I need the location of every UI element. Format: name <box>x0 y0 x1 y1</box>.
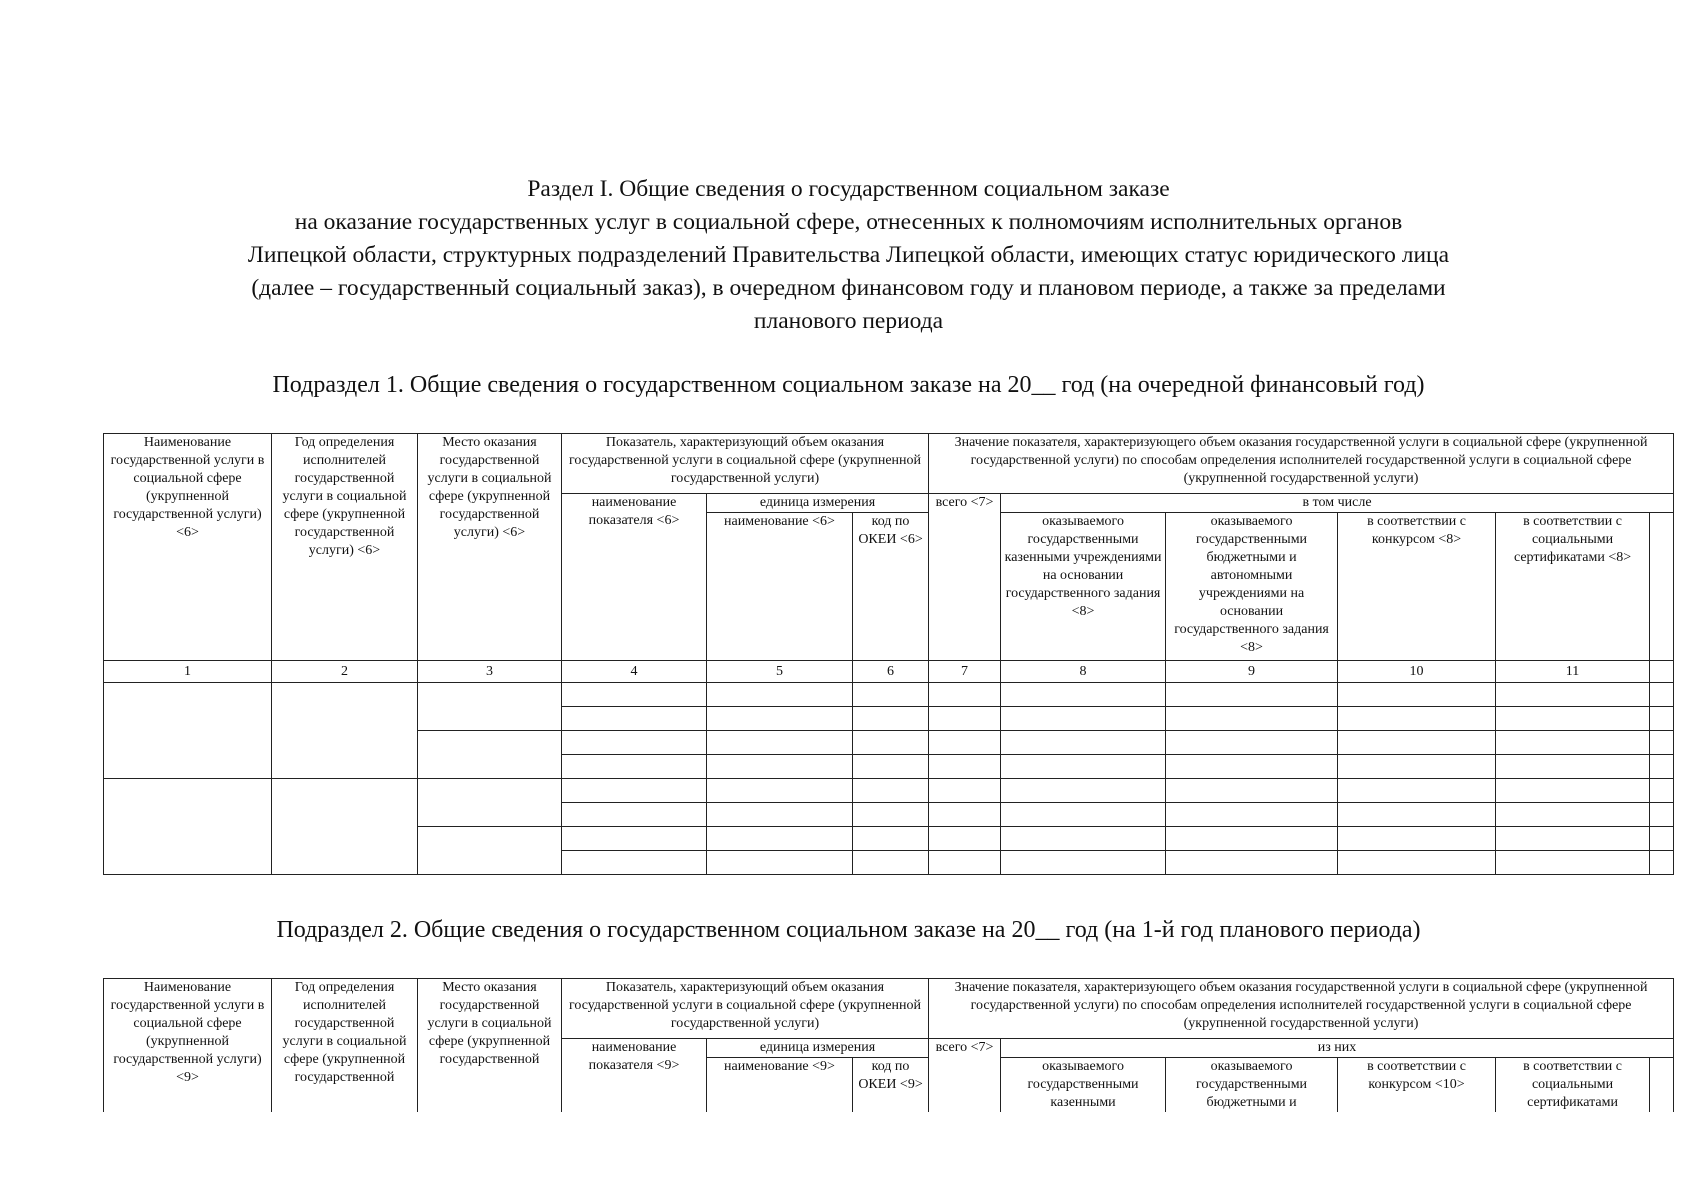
subsection-2-title: Подраздел 2. Общие сведения о государственном социальном заказе на 20__ год (на 1-й год планового периода) <box>276 917 1421 943</box>
column-number: 6 <box>853 661 929 683</box>
header-place: Место оказания государственной услуги в социальной сфере (укрупненной государственной услуги) <6> <box>418 434 562 661</box>
header-service-name: Наименование государственной услуги в социальной сфере (укрупненной государственной услуги) <6> <box>104 434 272 661</box>
header-state-owned: оказываемого государственными казенными учреждениями на основании государственного задания <8> <box>1001 513 1166 661</box>
column-number: 10 <box>1338 661 1496 683</box>
header-unit-name: наименование <9> <box>707 1058 853 1113</box>
header-unit-code: код по ОКЕИ <6> <box>853 513 929 661</box>
header-competition: в соответствии с конкурсом <8> <box>1338 513 1496 661</box>
column-number: 3 <box>418 661 562 683</box>
section-title-line: Липецкой области, структурных подразделений Правительства Липецкой области, имеющих статус юридического лица <box>247 242 1450 268</box>
header-unit-name: наименование <6> <box>707 513 853 661</box>
header-value-group: Значение показателя, характеризующего объем оказания государственной услуги в социальной сфере (укрупненной государственной услуги) по способам определения исполнителей государственной услуги в социальной сфере (укрупненной государственной услуги) <box>929 979 1674 1039</box>
section-title-line: планового периода <box>753 308 944 334</box>
header-certificates: в соответствии с социальными сертификатами <8> <box>1496 513 1650 661</box>
section-title-line: Раздел I. Общие сведения о государственном социальном заказе <box>527 176 1170 202</box>
header-unit-group: единица измерения <box>707 494 929 513</box>
header-total: всего <7> <box>929 494 1001 661</box>
header-certificates: в соответствии с социальными сертификатами <box>1496 1058 1650 1113</box>
header-indicator-group: Показатель, характеризующий объем оказания государственной услуги в социальной сфере (укрупненной государственной услуги) <box>562 434 929 494</box>
header-value-group: Значение показателя, характеризующего объем оказания государственной услуги в социальной сфере (укрупненной государственной услуги) по способам определения исполнителей государственной услуги в социальной сфере (укрупненной государственной услуги) <box>929 434 1674 494</box>
subsection-2-table <box>103 978 1674 1112</box>
section-title-line: на оказание государственных услуг в социальной сфере, отнесенных к полномочиям исполнительных органов <box>294 209 1403 235</box>
header-year: Год определения исполнителей государственной услуги в социальной сфере (укрупненной государственной <box>272 979 418 1113</box>
header-year: Год определения исполнителей государственной услуги в социальной сфере (укрупненной государственной услуги) <6> <box>272 434 418 661</box>
header-indicator-name: наименование показателя <6> <box>562 494 707 661</box>
header-state-owned: оказываемого государственными казенными <box>1001 1058 1166 1113</box>
column-number: 8 <box>1001 661 1166 683</box>
column-number: 7 <box>929 661 1001 683</box>
header-budget-autonomous: оказываемого государственными бюджетными и <box>1166 1058 1338 1113</box>
header-indicator-group: Показатель, характеризующий объем оказания государственной услуги в социальной сфере (укрупненной государственной услуги) <box>562 979 929 1039</box>
header-including: в том числе <box>1001 494 1674 513</box>
header-service-name: Наименование государственной услуги в социальной сфере (укрупненной государственной услуги) <9> <box>104 979 272 1113</box>
column-number: 2 <box>272 661 418 683</box>
header-unit-group: единица измерения <box>707 1039 929 1058</box>
column-number: 1 <box>104 661 272 683</box>
column-number: 4 <box>562 661 707 683</box>
subsection-1-title: Подраздел 1. Общие сведения о государственном социальном заказе на 20__ год (на очередной финансовый год) <box>272 372 1425 398</box>
header-indicator-name: наименование показателя <9> <box>562 1039 707 1113</box>
header-extra <box>1650 1058 1674 1113</box>
column-number: 11 <box>1496 661 1650 683</box>
column-number: 5 <box>707 661 853 683</box>
section-title-line: (далее – государственный социальный заказ), в очередном финансовом году и плановом периоде, а также за пределами <box>251 275 1446 301</box>
header-total: всего <7> <box>929 1039 1001 1113</box>
header-unit-code: код по ОКЕИ <9> <box>853 1058 929 1113</box>
header-of-which: из них <box>1001 1039 1674 1058</box>
header-competition: в соответствии с конкурсом <10> <box>1338 1058 1496 1113</box>
header-place: Место оказания государственной услуги в социальной сфере (укрупненной государственной <box>418 979 562 1113</box>
header-budget-autonomous: оказываемого государственными бюджетными и автономными учреждениями на основании государственного задания <8> <box>1166 513 1338 661</box>
column-number: 9 <box>1166 661 1338 683</box>
